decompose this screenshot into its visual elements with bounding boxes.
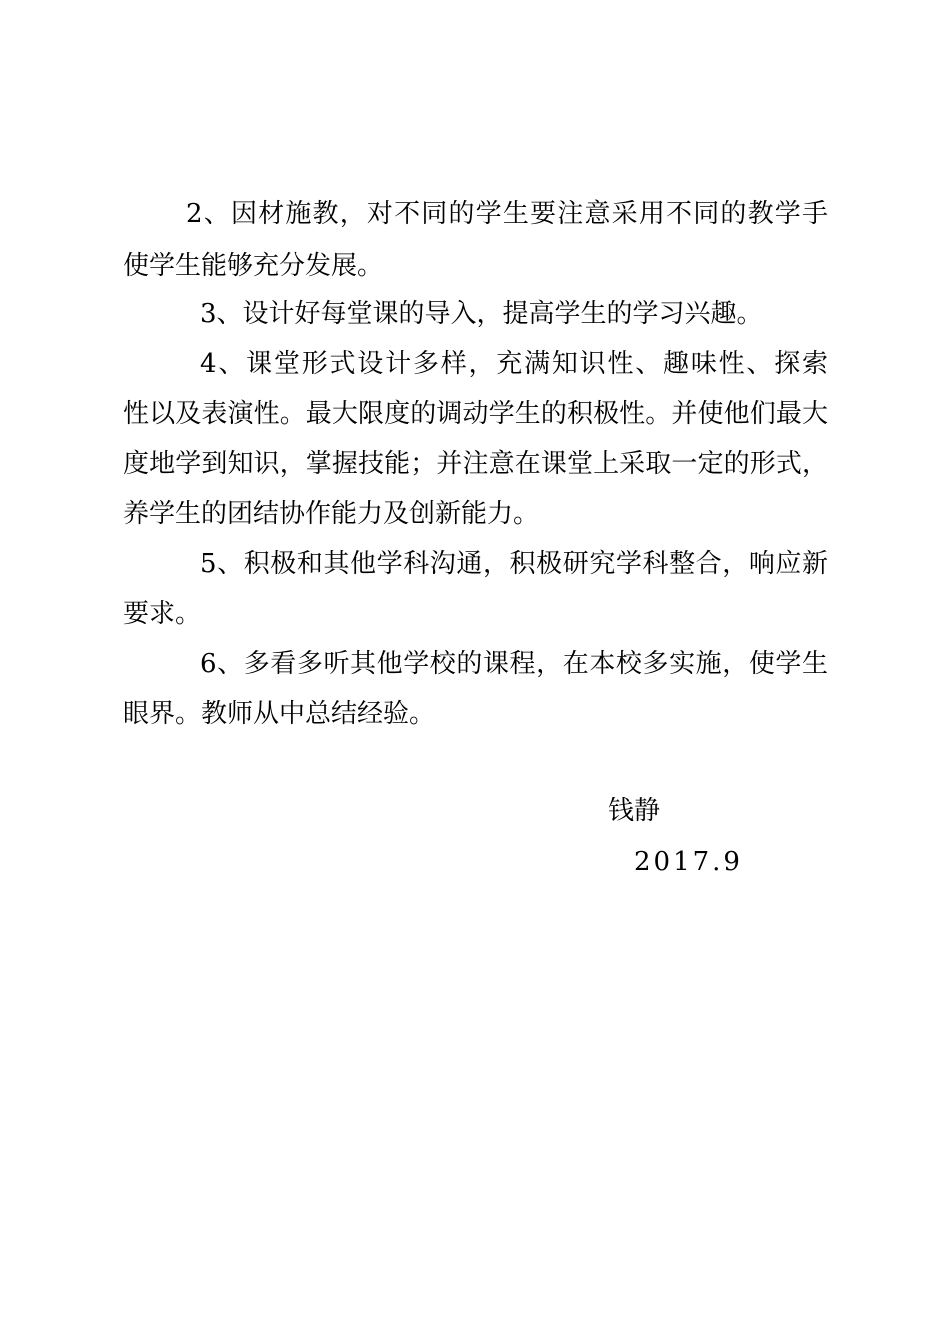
- signature-date: 2017.9: [634, 847, 743, 877]
- item-2-line-2: 使学生能够充分发展。: [123, 251, 384, 281]
- item-5-number: 5、: [200, 549, 244, 579]
- item-2-line-1: [186, 198, 828, 230]
- item-6-text: 多看多听其他学校的课程，在本校多实施，使学生: [243, 649, 828, 679]
- item-4-line-3: 度地学到知识，掌握技能；并注意在课堂上采取一定的形式，: [123, 449, 828, 479]
- item-3-line-1: [200, 298, 763, 330]
- item-6-line-2: 眼界。教师从中总结经验。: [123, 699, 436, 729]
- item-3-text: 设计好每堂课的导入，提高学生的学习兴趣。: [242, 299, 763, 329]
- item-2-number: 2、: [186, 199, 231, 229]
- item-2-text: 因材施教，对不同的学生要注意采用不同的教学手: [230, 199, 828, 229]
- item-5-line-2: 要求。: [123, 599, 202, 629]
- item-6-line-1: [200, 648, 828, 680]
- item-4-number: 4、: [200, 349, 247, 379]
- item-6-number: 6、: [200, 649, 244, 679]
- item-5-text: 积极和其他学科沟通，积极研究学科整合，响应新: [243, 549, 828, 579]
- item-4-line-2: 性以及表演性。最大限度的调动学生的积极性。并使他们最大: [123, 399, 828, 429]
- item-4-line-1: [200, 348, 828, 380]
- item-4-line-4: 养学生的团结协作能力及创新能力。: [123, 499, 540, 529]
- item-3-number: 3、: [200, 299, 243, 329]
- item-4-text: 课堂形式设计多样，充满知识性、趣味性、探索: [246, 349, 828, 379]
- item-5-line-1: [200, 548, 828, 580]
- signature-name: 钱静: [608, 796, 661, 826]
